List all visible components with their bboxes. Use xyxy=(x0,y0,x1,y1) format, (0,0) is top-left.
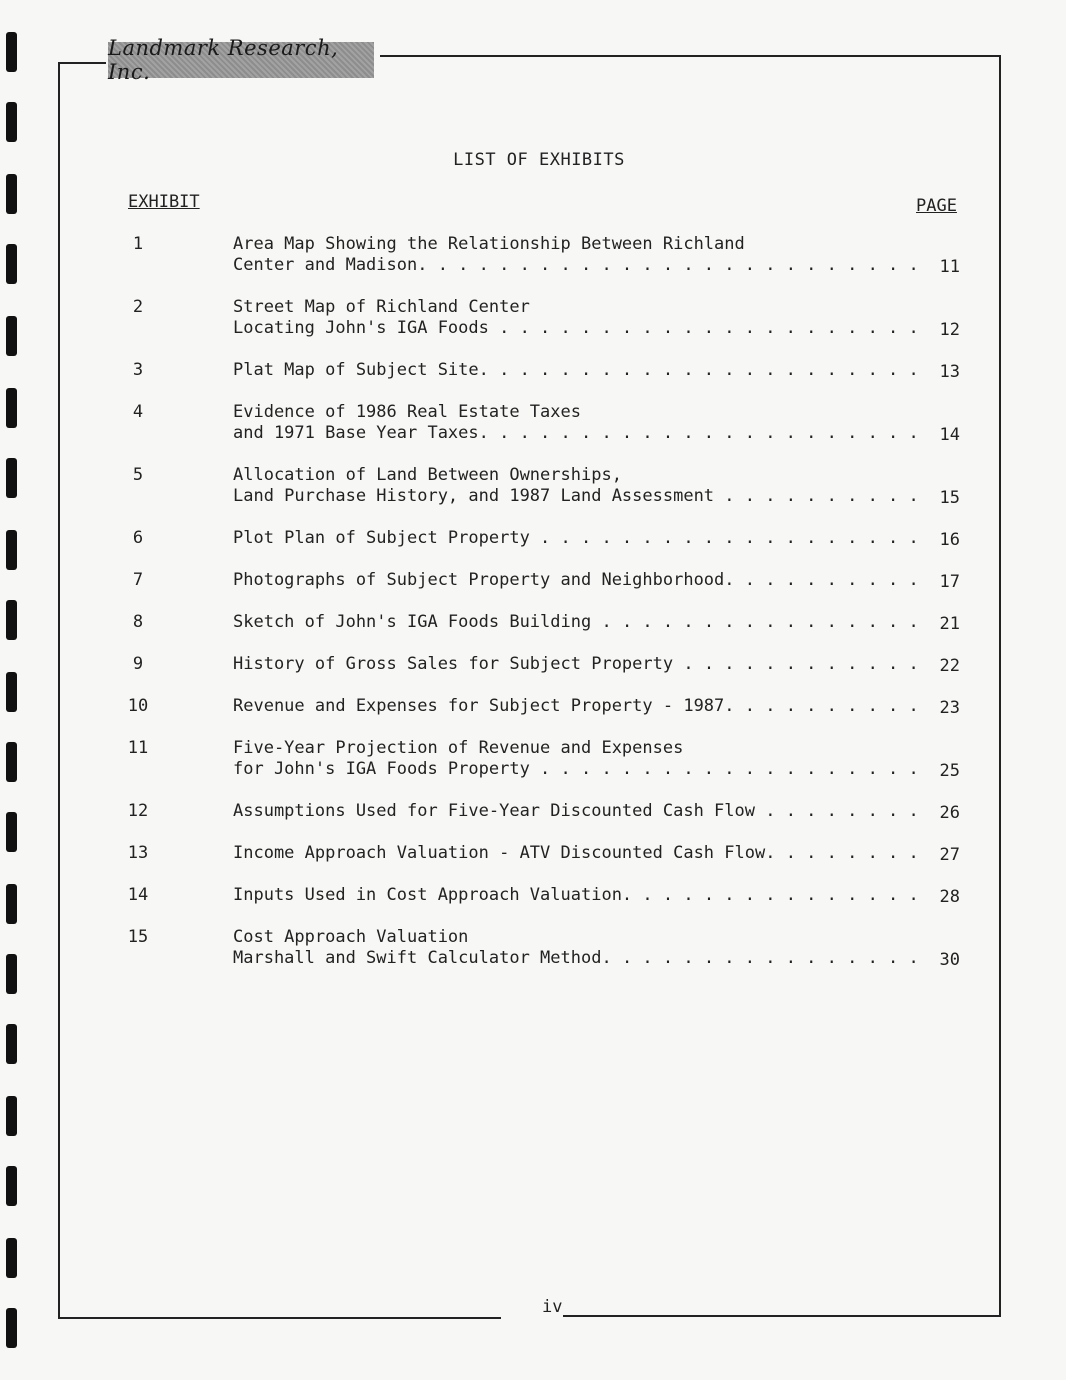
exhibit-number: 1 xyxy=(132,234,144,254)
exhibit-number: 15 xyxy=(127,927,149,947)
page-title: LIST OF EXHIBITS xyxy=(453,150,625,170)
exhibit-description-line: Allocation of Land Between Ownerships, xyxy=(233,465,622,485)
exhibit-number: 3 xyxy=(132,360,144,380)
exhibit-description-line: Income Approach Valuation - ATV Discounted Cash Flow. . . . xyxy=(233,843,923,864)
exhibit-description xyxy=(233,360,923,381)
exhibit-description xyxy=(233,402,923,444)
frame-border-bottom-right xyxy=(563,1315,1001,1317)
exhibit-page-number: 27 xyxy=(939,845,960,865)
exhibit-description xyxy=(233,570,923,591)
exhibit-description xyxy=(233,696,923,717)
exhibit-description xyxy=(233,234,923,276)
binder-hole xyxy=(6,32,17,72)
exhibit-description-line: Marshall and Swift Calculator Method. . . . xyxy=(233,948,923,969)
exhibit-description-line: Evidence of 1986 Real Estate Taxes xyxy=(233,402,581,422)
exhibit-description xyxy=(233,654,923,675)
exhibit-number: 6 xyxy=(132,528,144,548)
exhibit-description-line: Land Purchase History, and 1987 Land Assessment . . . xyxy=(233,486,923,507)
exhibit-description-line: History of Gross Sales for Subject Property . . . xyxy=(233,654,923,675)
company-logo-text: Landmark Research, Inc. xyxy=(108,36,339,84)
exhibit-description-line: Plot Plan of Subject Property . . . xyxy=(233,528,923,549)
binder-hole xyxy=(6,174,17,214)
binder-hole xyxy=(6,1166,17,1206)
exhibit-description-line: Five-Year Projection of Revenue and Expenses xyxy=(233,738,684,758)
exhibit-description-line: Area Map Showing the Relationship Between Richland xyxy=(233,234,745,254)
binder-hole xyxy=(6,1308,17,1348)
exhibit-page-number: 28 xyxy=(939,887,960,907)
exhibit-description xyxy=(233,528,923,549)
exhibit-page-number: 14 xyxy=(939,425,960,445)
company-logo xyxy=(108,36,374,84)
exhibit-page-number: 13 xyxy=(939,362,960,382)
binder-hole xyxy=(6,530,17,570)
exhibit-number: 13 xyxy=(127,843,149,863)
exhibit-description-line: Assumptions Used for Five-Year Discounted Cash Flow . . . xyxy=(233,801,923,822)
exhibit-description-line: Cost Approach Valuation xyxy=(233,927,469,947)
binder-hole xyxy=(6,102,17,142)
exhibit-number: 4 xyxy=(132,402,144,422)
binder-hole xyxy=(6,812,17,852)
exhibit-page-number: 12 xyxy=(939,320,960,340)
binder-hole xyxy=(6,884,17,924)
exhibit-description-line: Locating John's IGA Foods . . . xyxy=(233,318,923,339)
exhibit-description-line: Center and Madison. . . . xyxy=(233,255,923,276)
exhibit-description xyxy=(233,885,923,906)
binder-hole xyxy=(6,600,17,640)
exhibit-page-number: 23 xyxy=(939,698,960,718)
column-header-page: PAGE xyxy=(916,196,957,216)
exhibit-description xyxy=(233,801,923,822)
binder-holes xyxy=(6,0,20,1380)
exhibit-description-line: for John's IGA Foods Property . . . xyxy=(233,759,923,780)
exhibit-description-line: Photographs of Subject Property and Neighborhood. . . . xyxy=(233,570,923,591)
binder-hole xyxy=(6,1024,17,1064)
binder-hole xyxy=(6,388,17,428)
exhibit-description xyxy=(233,297,923,339)
exhibit-number: 2 xyxy=(132,297,144,317)
exhibit-description xyxy=(233,465,923,507)
binder-hole xyxy=(6,672,17,712)
binder-hole xyxy=(6,954,17,994)
frame-border-top-right xyxy=(380,55,1000,57)
exhibit-description xyxy=(233,738,923,780)
frame-border-left xyxy=(58,62,60,1318)
exhibit-page-number: 15 xyxy=(939,488,960,508)
exhibit-page-number: 11 xyxy=(939,257,960,277)
exhibit-description xyxy=(233,927,923,969)
binder-hole xyxy=(6,316,17,356)
exhibit-page-number: 22 xyxy=(939,656,960,676)
column-header-exhibit: EXHIBIT xyxy=(128,192,200,212)
exhibit-description xyxy=(233,843,923,864)
exhibit-number: 10 xyxy=(127,696,149,716)
exhibit-description-line: Revenue and Expenses for Subject Property - 1987. . . . xyxy=(233,696,923,717)
exhibit-description-line: Street Map of Richland Center xyxy=(233,297,530,317)
binder-hole xyxy=(6,1238,17,1278)
exhibit-page-number: 26 xyxy=(939,803,960,823)
exhibit-page-number: 25 xyxy=(939,761,960,781)
exhibit-description-line: Plat Map of Subject Site. . . . xyxy=(233,360,923,381)
exhibit-number: 9 xyxy=(132,654,144,674)
page-number: iv xyxy=(542,1297,563,1317)
binder-hole xyxy=(6,458,17,498)
binder-hole xyxy=(6,244,17,284)
binder-hole xyxy=(6,742,17,782)
exhibit-description-line: and 1971 Base Year Taxes. . . . xyxy=(233,423,923,444)
exhibit-page-number: 16 xyxy=(939,530,960,550)
frame-border-right xyxy=(999,55,1001,1317)
exhibit-page-number: 17 xyxy=(939,572,960,592)
exhibit-number: 14 xyxy=(127,885,149,905)
exhibit-number: 8 xyxy=(132,612,144,632)
exhibit-number: 12 xyxy=(127,801,149,821)
binder-hole xyxy=(6,1096,17,1136)
exhibit-page-number: 30 xyxy=(939,950,960,970)
exhibit-page-number: 21 xyxy=(939,614,960,634)
exhibit-number: 7 xyxy=(132,570,144,590)
exhibit-number: 5 xyxy=(132,465,144,485)
exhibit-description-line: Sketch of John's IGA Foods Building . . . xyxy=(233,612,923,633)
exhibit-description-line: Inputs Used in Cost Approach Valuation. . . . xyxy=(233,885,923,906)
frame-border-top-left xyxy=(58,62,106,64)
exhibit-number: 11 xyxy=(127,738,149,758)
exhibit-description xyxy=(233,612,923,633)
frame-border-bottom-left xyxy=(58,1317,501,1319)
